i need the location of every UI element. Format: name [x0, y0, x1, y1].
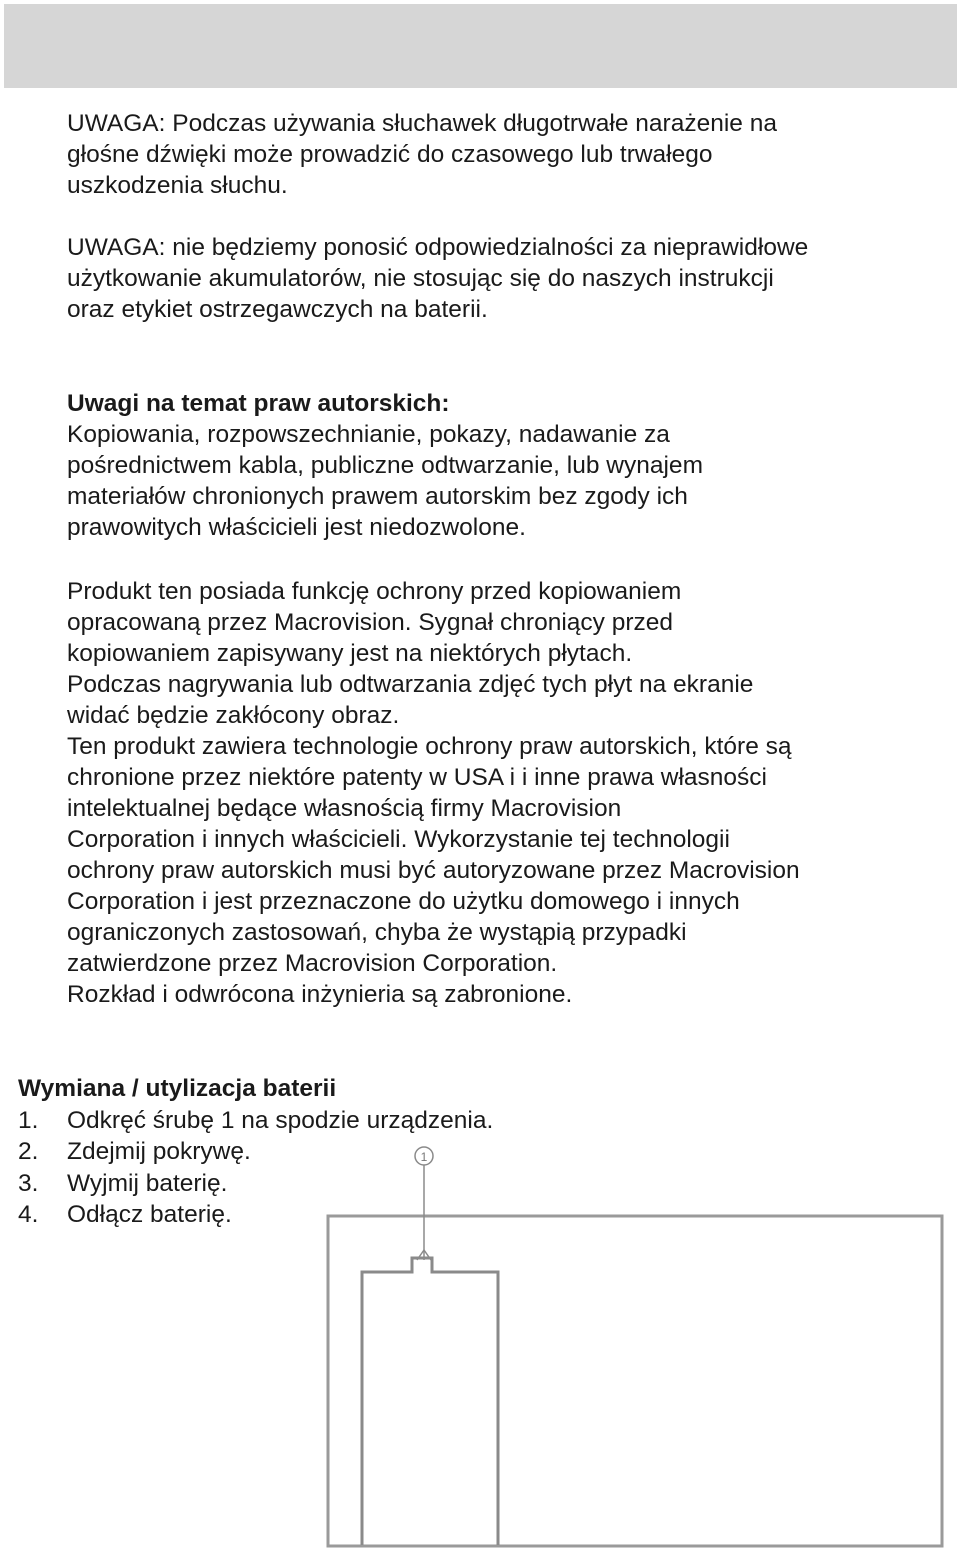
warning-line: oraz etykiet ostrzegawczych na baterii. [67, 296, 488, 323]
step-text: Odłącz baterię. [67, 1201, 232, 1228]
copyright-line: pośrednictwem kabla, publiczne odtwarzanie, lub wynajem [67, 452, 703, 479]
device-diagram [320, 1140, 950, 1550]
warning-line: uszkodzenia słuchu. [67, 172, 288, 199]
header-bar [4, 4, 957, 88]
step-item [18, 1105, 493, 1137]
copyright-section [67, 388, 703, 543]
step-text: Zdejmij pokrywę. [67, 1138, 251, 1165]
macrovision-line: Rozkład i odwrócona inżynieria są zabronione. [67, 981, 573, 1008]
step-number: 1. [18, 1106, 39, 1134]
step-number: 2. [18, 1138, 39, 1165]
copyright-line: Kopiowania, rozpowszechnianie, pokazy, nadawanie za [67, 421, 670, 448]
macrovision-line: widać będzie zakłócony obraz. [67, 702, 400, 729]
battery-heading: Wymiana / utylizacja baterii [18, 1075, 337, 1102]
copyright-heading: Uwagi na temat praw autorskich: [67, 390, 450, 417]
battery-cover-outline [362, 1258, 498, 1545]
warning-line: UWAGA: nie będziemy ponosić odpowiedzialności za nieprawidłowe [67, 234, 809, 261]
macrovision-line: ograniczonych zastosowań, chyba że wystąpią przypadki [67, 919, 687, 946]
macrovision-line: Corporation i innych właścicieli. Wykorzystanie tej technologii [67, 826, 730, 853]
warning-battery [67, 232, 808, 325]
macrovision-line: kopiowaniem zapisywany jest na niektórych płytach. [67, 640, 633, 667]
macrovision-line: zatwierdzone przez Macrovision Corporation. [67, 950, 558, 977]
macrovision-line: Ten produkt zawiera technologie ochrony praw autorskich, które są [67, 733, 792, 760]
macrovision-line: opracowaną przez Macrovision. Sygnał chroniący przed [67, 609, 673, 636]
screw-callout [415, 1147, 433, 1165]
warning-line: UWAGA: Podczas używania słuchawek długotrwałe narażenie na [67, 110, 777, 137]
macrovision-line: chronione przez niektóre patenty w USA i i inne prawa własności [67, 764, 767, 791]
macrovision-line: Corporation i jest przeznaczone do użytku domowego i innych [67, 888, 740, 915]
macrovision-line: Podczas nagrywania lub odtwarzania zdjęć tych płyt na ekranie [67, 671, 754, 698]
callout-number: 1 [420, 1150, 428, 1164]
macrovision-line: Produkt ten posiada funkcję ochrony przed kopiowaniem [67, 578, 682, 605]
warning-line: głośne dźwięki może prowadzić do czasowego lub trwałego [67, 141, 713, 168]
macrovision-line: intelektualnej będące własnością firmy Macrovision [67, 795, 622, 822]
warning-hearing [67, 108, 777, 201]
step-number: 3. [18, 1169, 39, 1197]
copyright-line: prawowitych właścicieli jest niedozwolone. [67, 514, 526, 541]
macrovision-line: ochrony praw autorskich musi być autoryzowane przez Macrovision [67, 857, 800, 884]
macrovision-section [67, 576, 800, 1010]
warning-line: użytkowanie akumulatorów, nie stosując się do naszych instrukcji [67, 265, 774, 292]
copyright-line: materiałów chronionych prawem autorskim bez zgody ich [67, 483, 688, 510]
step-text: Wyjmij baterię. [67, 1169, 228, 1197]
step-text: Odkręć śrubę 1 na spodzie urządzenia. [67, 1106, 494, 1134]
device-outline [328, 1216, 942, 1546]
step-number: 4. [18, 1201, 39, 1228]
